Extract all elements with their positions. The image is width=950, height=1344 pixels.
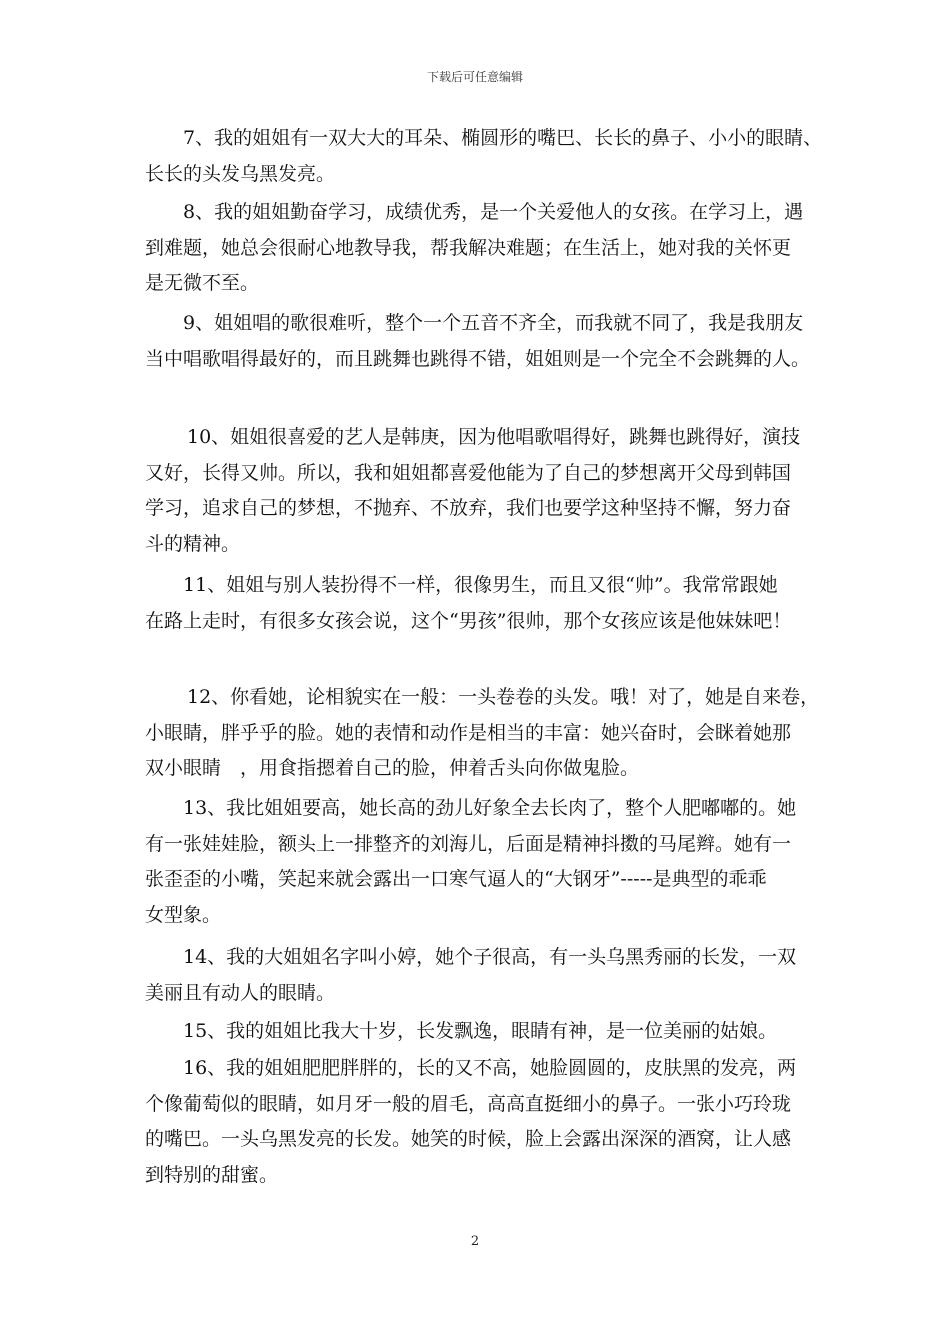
- paragraph-line: 到难题，她总会很耐心地教导我，帮我解决难题；在生活上，她对我的关怀更: [145, 236, 792, 259]
- paragraph-line: 双小眼睛 ，用食指摁着自己的脸，伸着舌头向你做鬼脸。: [145, 757, 640, 779]
- paragraph-10: [145, 420, 835, 562]
- page-header: 下载后可任意编辑: [426, 70, 523, 84]
- paragraph-line: 美丽且有动人的眼睛。: [145, 981, 336, 1004]
- paragraph-line: 在路上走时，有很多女孩会说，这个“男孩”很帅，那个女孩应该是他妹妹吧！: [145, 609, 792, 632]
- paragraph-line: 8、我的姐姐勤奋学习，成绩优秀，是一个关爱他人的女孩。在学习上，遇: [183, 201, 804, 223]
- paragraph-line: 13、我比姐姐要高，她长高的劲儿好象全去长肉了，整个人肥嘟嘟的。她: [183, 797, 797, 819]
- paragraph-line: 到特别的甜蜜。: [145, 1163, 279, 1186]
- paragraph-line: 16、我的姐姐肥肥胖胖的，长的又不高，她脸圆圆的，皮肤黑的发亮，两: [183, 1057, 797, 1079]
- paragraph-8: [145, 195, 835, 302]
- paragraph-line: 长长的头发乌黑发亮。: [145, 162, 336, 185]
- paragraph-15: [145, 1014, 835, 1050]
- paragraph-line: 有一张娃娃脸，额头上一排整齐的刘海儿，后面是精神抖擞的马尾辫。她有一: [145, 832, 792, 855]
- paragraph-line: 学习，追求自己的梦想，不抛弃、不放弃，我们也要学这种坚持不懈，努力奋: [145, 497, 792, 519]
- paragraph-line: 12、你看她，论相貌实在一般：一头卷卷的头发。哦！对了，她是自来卷，: [187, 686, 820, 708]
- page-number: 2: [470, 1234, 480, 1249]
- paragraph-line: 张歪歪的小嘴，笑起来就会露出一口寒气逼人的“大钢牙”-----是典型的乖乖: [145, 868, 767, 890]
- paragraph-line: 女型象。: [145, 903, 222, 926]
- paragraph-12: [145, 680, 835, 787]
- paragraph-line: 14、我的大姐姐名字叫小婷，她个子很高，有一头乌黑秀丽的长发，一双: [183, 946, 797, 968]
- paragraph-14: [145, 940, 835, 1011]
- paragraph-line: 15、我的姐姐比我大十岁，长发飘逸，眼睛有神，是一位美丽的姑娘。: [183, 1020, 778, 1042]
- paragraph-line: 是无微不至。: [145, 272, 260, 294]
- paragraph-line: 11、姐姐与别人装扮得不一样，很像男生，而且又很“帅”。我常常跟她: [183, 574, 778, 596]
- paragraph-line: 当中唱歌唱得最好的，而且跳舞也跳得不错，姐姐则是一个完全不会跳舞的人。: [145, 347, 811, 370]
- paragraph-line: 小眼睛，胖乎乎的脸。她的表情和动作是相当的丰富：她兴奋时，会眯着她那: [145, 721, 792, 744]
- paragraph-11: [145, 568, 835, 639]
- paragraph-7: [145, 121, 835, 192]
- paragraph-line: 9、姐姐唱的歌很难听，整个一个五音不齐全，而我就不同了，我是我朋友: [183, 312, 804, 334]
- paragraph-line: 的嘴巴。一头乌黑发亮的长发。她笑的时候，脸上会露出深深的酒窝，让人感: [145, 1128, 792, 1150]
- paragraph-line: 个像葡萄似的眼睛，如月牙一般的眉毛，高高直挺细小的鼻子。一张小巧玲珑: [145, 1092, 792, 1115]
- paragraph-line: 斗的精神。: [145, 532, 241, 555]
- paragraph-9: [145, 306, 835, 377]
- paragraph-16: [145, 1051, 835, 1193]
- paragraph-line: 10、姐姐很喜爱的艺人是韩庚，因为他唱歌唱得好，跳舞也跳得好，演技: [187, 426, 801, 448]
- paragraph-line: 又好，长得又帅。所以，我和姐姐都喜爱他能为了自己的梦想离开父母到韩国: [145, 461, 792, 484]
- paragraph-line: 7、我的姐姐有一双大大的耳朵、椭圆形的嘴巴、长长的鼻子、小小的眼睛、: [183, 127, 823, 149]
- paragraph-13: [145, 791, 835, 933]
